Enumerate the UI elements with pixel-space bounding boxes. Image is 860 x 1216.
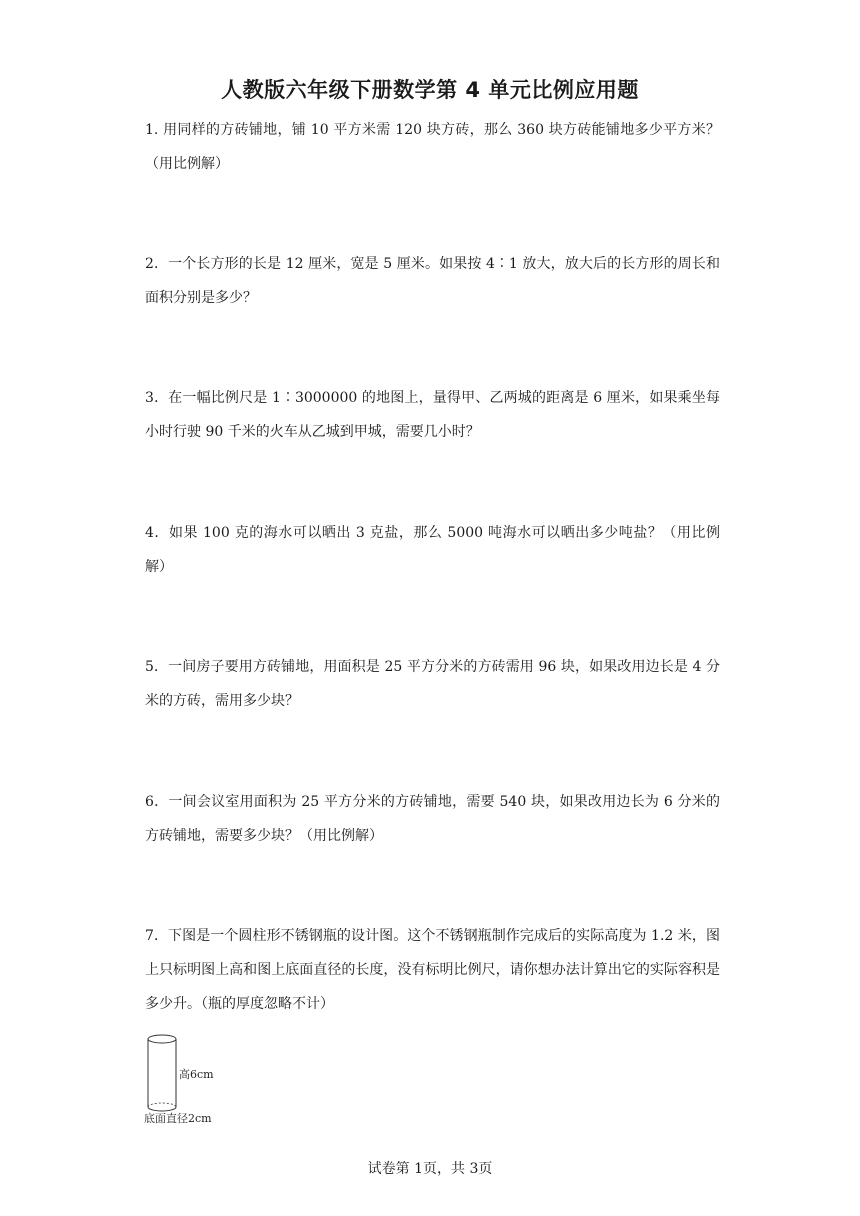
diameter-label: 底面直径2cm [144,1112,212,1125]
question-2: 2．一个长方形的长是 12 厘米，宽是 5 厘米。如果按 4∶1 放大，放大后的长方形的周长和面积分别是多少？ [145,256,720,306]
cylinder-drawing [140,1030,240,1130]
cylinder-top-ellipse [148,1035,176,1043]
question-7: 7．下图是一个圆柱形不锈钢瓶的设计图。这个不锈钢瓶制作完成后的实际高度为 1.2 米，图上只标明图上高和图上底面直径的长度，没有标明比例尺，请你想办法计算出它的实际容积是多少升。（瓶的厚度忽略不计） [145,928,720,1012]
height-label: 高6cm [179,1068,214,1081]
question-3: 3．在一幅比例尺是 1∶3000000 的地图上，量得甲、乙两城的距离是 6 厘米，如果乘坐每小时行驶 90 千米的火车从乙城到甲城，需要几小时？ [145,390,720,440]
question-6: 6．一间会议室用面积为 25 平方分米的方砖铺地，需要 540 块，如果改用边长为 6 分米的方砖铺地，需要多少块？（用比例解） [145,794,720,844]
question-5: 5．一间房子要用方砖铺地，用面积是 25 平方分米的方砖需用 96 块，如果改用边长是 4 分米的方砖，需用多少块？ [145,659,720,709]
cylinder-bottom-back [148,1103,176,1107]
cylinder-bottom-front [148,1107,176,1111]
cylinder-figure [140,1030,240,1130]
page-title: 人教版六年级下册数学第 4 单元比例应用题 [221,78,639,102]
page-footer: 试卷第 1页，共 3页 [367,1161,493,1177]
question-4: 4．如果 100 克的海水可以晒出 3 克盐，那么 5000 吨海水可以晒出多少吨盐？（用比例解） [145,525,720,575]
question-1: 1. 用同样的方砖铺地，铺 10 平方米需 120 块方砖，那么 360 块方砖能铺地多少平方米？（用比例解） [145,122,720,172]
